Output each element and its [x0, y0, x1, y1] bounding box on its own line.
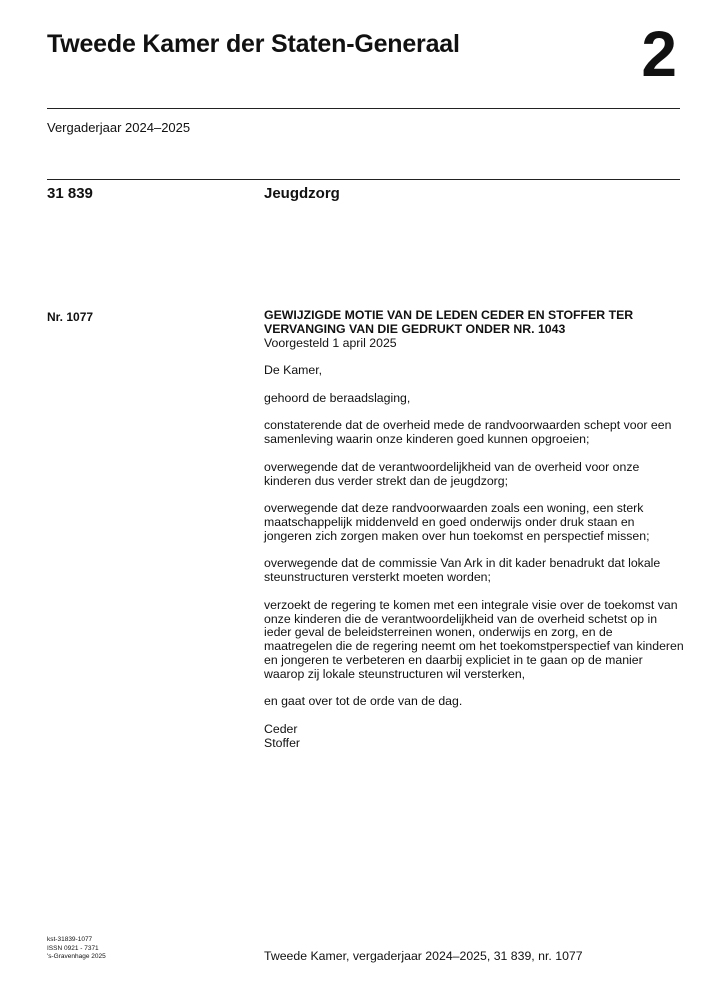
page-footer: Tweede Kamer, vergaderjaar 2024–2025, 31 839, nr. 1077	[264, 949, 583, 963]
signer: Stoffer	[264, 735, 301, 750]
paragraph-salutation: De Kamer,	[264, 363, 323, 378]
document-number: 2	[641, 18, 677, 90]
paragraph-closing: en gaat over tot de orde van de dag.	[264, 694, 463, 709]
colophon-issn: ISSN 0921 - 7371	[47, 944, 99, 952]
colophon-kst: kst-31839-1077	[47, 936, 93, 943]
paragraph-deliberation: gehoord de beraadslaging,	[264, 390, 411, 405]
parliament-title: Tweede Kamer der Staten-Generaal	[47, 30, 460, 58]
colophon-place: 's-Gravenhage 2025	[47, 953, 106, 960]
paragraph-overwegende-2: overwegende dat deze randvoorwaarden zoals een woning, een sterk maatschappelijk middenveld en goed onderwijs onder druk staan en jongeren zich zorgen maken over hun toekomst en perspectief missen;	[264, 501, 650, 543]
paragraph-constaterende: constaterende dat de overheid mede de randvoorwaarden schept voor een samenleving waarin onze kinderen goed kunnen opgroeien;	[264, 418, 672, 447]
header-divider	[47, 108, 680, 109]
motion-heading: GEWIJZIGDE MOTIE VAN DE LEDEN CEDER EN STOFFER TER VERVANGING VAN DIE GEDRUKT ONDER NR. 1043	[264, 308, 634, 336]
session-year: Vergaderjaar 2024–2025	[47, 120, 191, 135]
proposed-date: Voorgesteld 1 april 2025	[264, 335, 397, 350]
dossier-title: Jeugdzorg	[264, 185, 340, 202]
motion-body	[264, 309, 684, 751]
signers	[264, 723, 684, 751]
signer: Ceder	[264, 721, 298, 736]
dossier-number: 31 839	[47, 185, 93, 202]
motion-number: Nr. 1077	[47, 310, 94, 324]
colophon	[47, 936, 106, 962]
paragraph-verzoekt: verzoekt de regering te komen met een integrale visie over de toekomst van onze kinderen die de verantwoordelijkheid van de overheid schetst op in ieder geval de beleidsterreinen wonen, onderwijs en zorg, en de maatregelen die de regering neemt om het toekomstperspectief van kinderen en jongeren te verbeteren en daarbij expliciet in te gaan op de manier waarop zij lokale steunstructuren wil versterken,	[264, 597, 684, 681]
dossier-divider	[47, 179, 680, 180]
paragraph-overwegende-3: overwegende dat de commissie Van Ark in dit kader benadrukt dat lokale steunstructuren versterkt moeten worden;	[264, 556, 661, 585]
paragraph-overwegende-1: overwegende dat de verantwoordelijkheid van de overheid voor onze kinderen dus verder strekt dan de jeugdzorg;	[264, 459, 640, 488]
